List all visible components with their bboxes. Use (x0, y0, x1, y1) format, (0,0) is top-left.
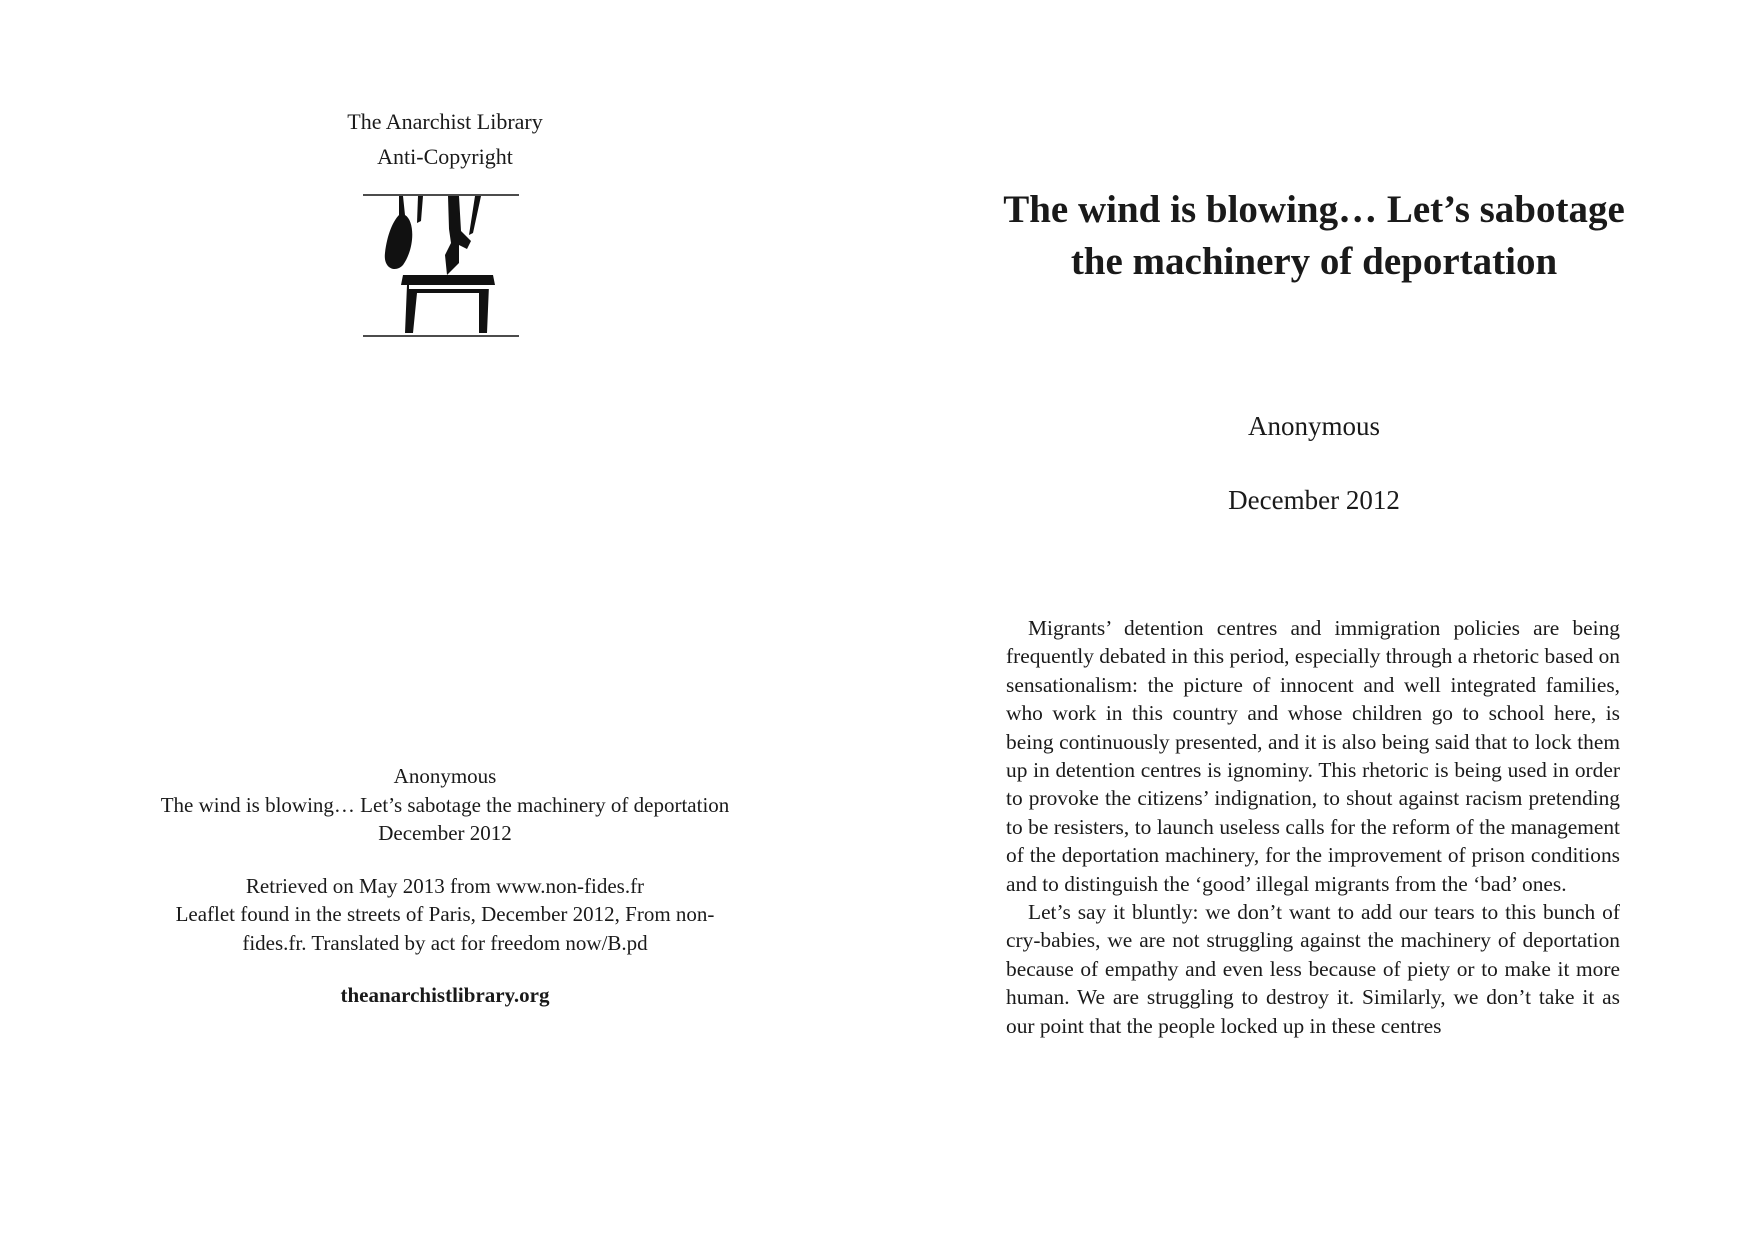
document-author: Anonymous (1247, 411, 1380, 441)
site-url[interactable]: theanarchistlibrary.org (340, 983, 550, 1007)
body-text (1006, 614, 1620, 1040)
colophon-source-retrieved: Retrieved on May 2013 from www.non-fides.fr (245, 873, 645, 898)
library-name: The Anarchist Library (347, 109, 543, 134)
anarchist-library-logo-icon (363, 193, 519, 339)
document-title: The wind is blowing… Let’s sabotage the machinery of deportation (1003, 188, 1625, 283)
colophon-source-note: Leaflet found in the streets of Paris, December 2012, From non-fides.fr. Translated by act for freedom now/B.pd (175, 902, 715, 955)
colophon-title: The wind is blowing… Let’s sabotage the machinery of deportation (160, 792, 730, 817)
colophon-details (160, 762, 730, 1010)
document-date: December 2012 (1228, 485, 1400, 515)
colophon-header (0, 104, 890, 174)
body-paragraph: Migrants’ detention centres and immigration policies are being frequently debated in this period, especially through a rhetoric based on sensationalism: the picture of innocent and well integrated families, who work in this country and whose children go to school here, is being continuously presented, and it is also being said that to lock them up in detention centres is ignominy. This rhetoric is being used in order to provoke the citizens’ indignation, to shout against racism pretending to be resisters, to launch useless calls for the reform of the management of the deportation machinery, for the improvement of prison conditions and to distinguish the ‘good’ illegal migrants from the ‘bad’ ones. (1006, 616, 1620, 896)
colophon-date: December 2012 (378, 821, 512, 845)
body-paragraph: Let’s say it bluntly: we don’t want to add our tears to this bunch of cry-babies, we are not struggling against the machinery of deportation because of empathy and even less because of piety or to make it more human. We are struggling to destroy it. Similarly, we don’t take it as our point that the people locked up in these centres (1006, 900, 1620, 1038)
colophon-author: Anonymous (393, 764, 497, 788)
left-page (0, 0, 874, 1241)
license: Anti-Copyright (377, 144, 513, 169)
